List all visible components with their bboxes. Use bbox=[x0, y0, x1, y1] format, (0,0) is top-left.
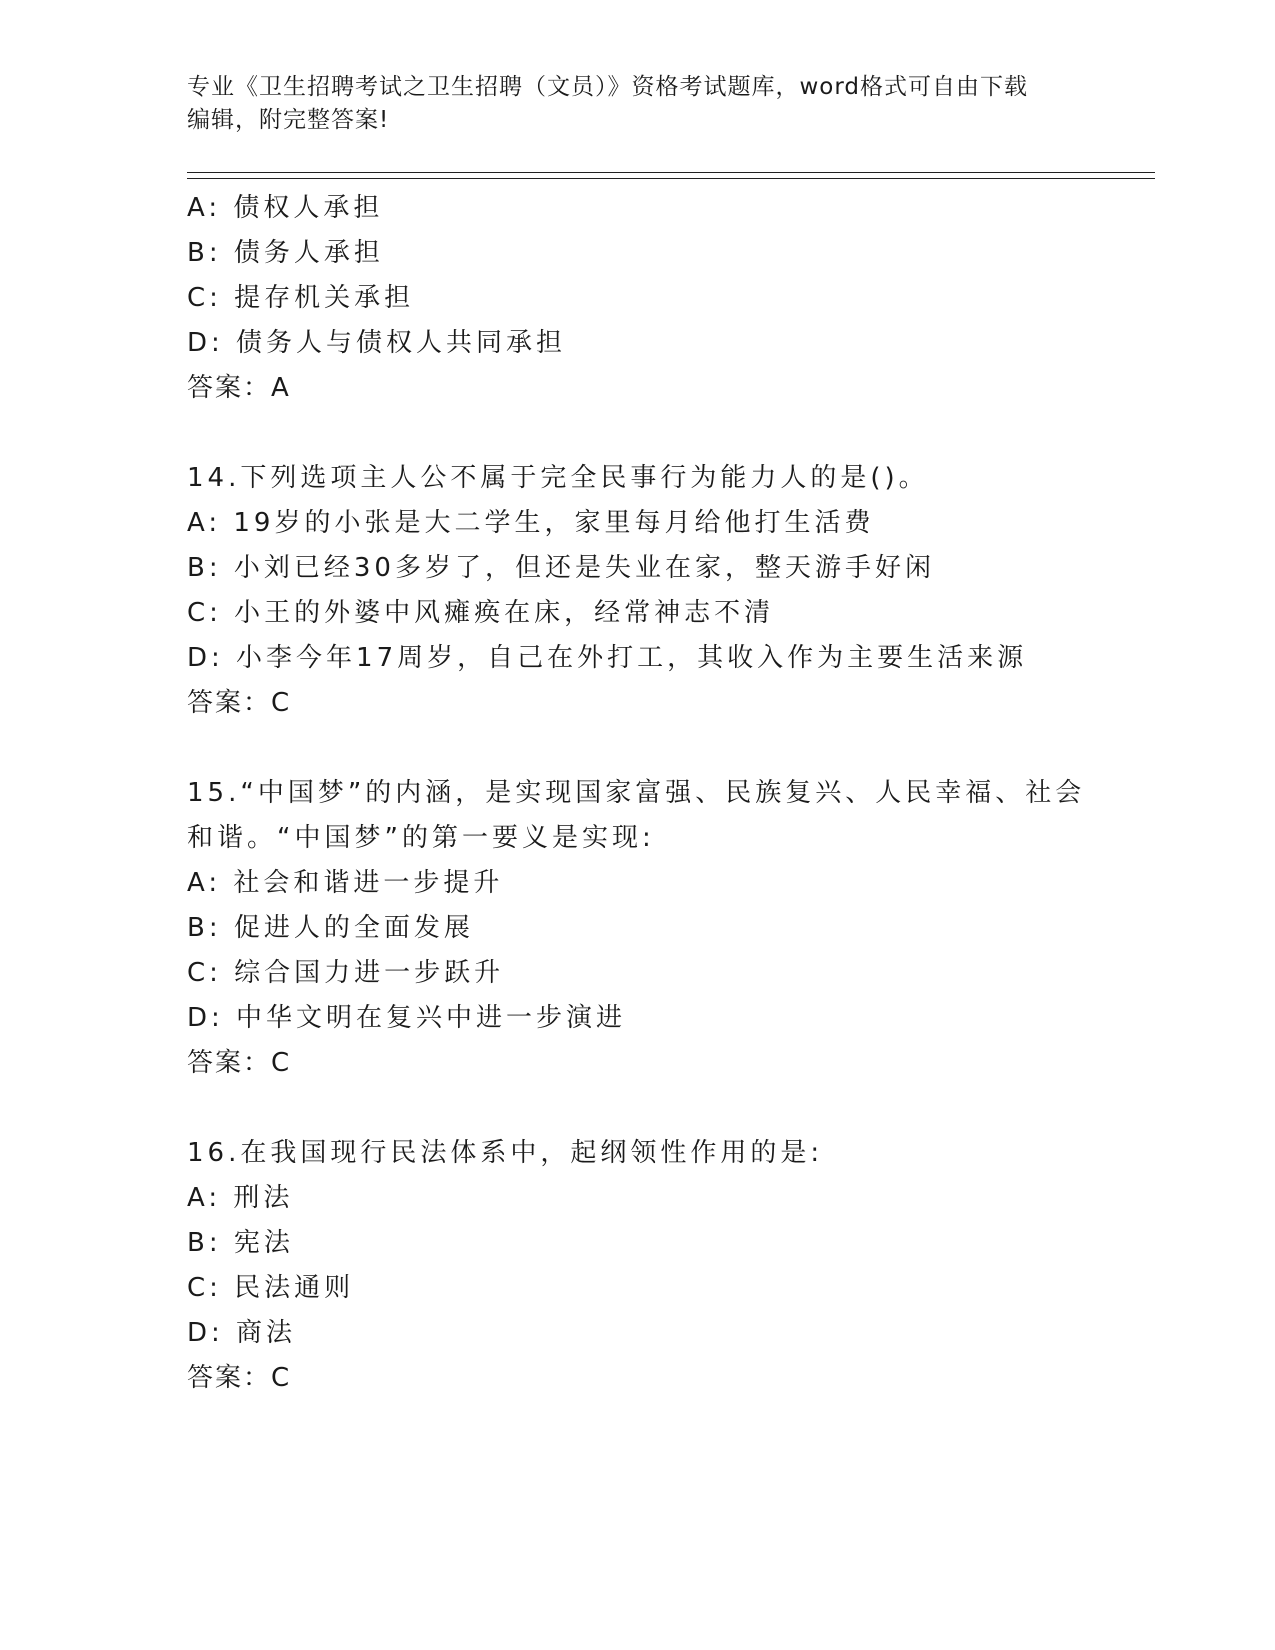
q13-option-c: C: 提存机关承担 bbox=[187, 283, 415, 313]
header-divider-bottom bbox=[187, 178, 1155, 179]
q16-question: 16.在我国现行民法体系中，起纲领性作用的是: bbox=[187, 1138, 824, 1168]
q14-option-c: C: 小王的外婆中风瘫痪在床，经常神志不清 bbox=[187, 598, 775, 628]
q16-option-d: D: 商法 bbox=[187, 1318, 297, 1348]
q13-answer: 答案：A bbox=[187, 373, 291, 403]
q14-option-d: D: 小李今年17周岁，自己在外打工，其收入作为主要生活来源 bbox=[187, 643, 1028, 673]
q14-answer: 答案：C bbox=[187, 688, 292, 718]
q16-option-a: A: 刑法 bbox=[187, 1183, 294, 1213]
q15-option-b: B: 促进人的全面发展 bbox=[187, 913, 474, 943]
q15-option-d: D: 中华文明在复兴中进一步演进 bbox=[187, 1003, 627, 1033]
q16-answer: 答案：C bbox=[187, 1363, 292, 1393]
q14-option-a: A: 19岁的小张是大二学生，家里每月给他打生活费 bbox=[187, 508, 875, 538]
q14-option-b: B: 小刘已经30多岁了，但还是失业在家，整天游手好闲 bbox=[187, 553, 935, 583]
header-line-2: 编辑，附完整答案! bbox=[187, 107, 390, 133]
q13-option-b: B: 债务人承担 bbox=[187, 238, 384, 268]
header-line-1: 专业《卫生招聘考试之卫生招聘（文员）》资格考试题库，word格式可自由下载 bbox=[187, 74, 1029, 100]
q15-question-line-1: 15.“中国梦”的内涵，是实现国家富强、民族复兴、人民幸福、社会 bbox=[187, 778, 1086, 808]
q13-option-a: A: 债权人承担 bbox=[187, 193, 384, 223]
q16-option-c: C: 民法通则 bbox=[187, 1273, 355, 1303]
q16-option-b: B: 宪法 bbox=[187, 1228, 294, 1258]
document-header bbox=[187, 71, 1077, 137]
q15-answer: 答案：C bbox=[187, 1048, 292, 1078]
q15-option-a: A: 社会和谐进一步提升 bbox=[187, 868, 504, 898]
q15-question-line-2: 和谐。“中国梦”的第一要义是实现: bbox=[187, 823, 655, 853]
q15-option-c: C: 综合国力进一步跃升 bbox=[187, 958, 505, 988]
q13-option-d: D: 债务人与债权人共同承担 bbox=[187, 328, 567, 358]
header-divider-top bbox=[187, 172, 1155, 173]
q14-question: 14.下列选项主人公不属于完全民事行为能力人的是()。 bbox=[187, 463, 929, 493]
